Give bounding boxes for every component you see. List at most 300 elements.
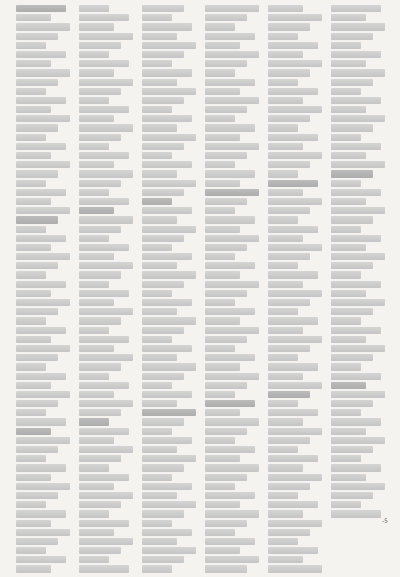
index-entry <box>16 51 66 58</box>
index-entry <box>79 409 121 416</box>
index-entry <box>16 180 46 187</box>
index-entry <box>16 363 46 370</box>
index-entry <box>142 60 172 67</box>
index-entry <box>79 189 109 196</box>
index-entry <box>205 198 247 205</box>
index-entry <box>142 23 192 30</box>
index-entry <box>142 520 172 527</box>
index-entry <box>268 510 303 517</box>
index-entry <box>16 198 51 205</box>
index-entry <box>268 538 298 545</box>
index-entry <box>16 428 51 435</box>
index-entry <box>205 51 259 58</box>
index-entry <box>268 106 322 113</box>
index-entry <box>331 483 385 490</box>
index-column-6 <box>331 4 388 574</box>
index-entry <box>79 226 121 233</box>
index-entry <box>331 97 381 104</box>
index-entry <box>205 520 247 527</box>
index-entry <box>205 134 240 141</box>
index-entry <box>268 244 322 251</box>
index-entry <box>331 382 366 389</box>
index-entry <box>268 152 322 159</box>
index-entry <box>331 290 366 297</box>
index-entry <box>205 455 240 462</box>
index-entry <box>142 51 184 58</box>
index-entry <box>205 79 255 86</box>
index-entry <box>268 327 303 334</box>
index-entry <box>205 262 255 269</box>
index-entry <box>79 143 109 150</box>
index-entry <box>205 354 255 361</box>
index-entry <box>16 373 66 380</box>
index-entry <box>268 42 318 49</box>
index-entry <box>16 327 66 334</box>
index-entry <box>268 428 322 435</box>
index-entry <box>331 23 385 30</box>
index-entry <box>16 354 58 361</box>
index-entry <box>331 189 381 196</box>
index-entry <box>331 198 366 205</box>
index-entry <box>205 115 235 122</box>
index-entry <box>331 446 373 453</box>
index-entry <box>268 253 310 260</box>
index-entry <box>16 281 66 288</box>
index-entry <box>331 428 366 435</box>
index-entry <box>79 382 129 389</box>
index-entry <box>79 418 109 425</box>
index-entry <box>205 161 235 168</box>
index-entry <box>142 529 192 536</box>
index-entry <box>79 455 121 462</box>
index-column-4 <box>205 4 262 574</box>
index-entry <box>79 60 129 67</box>
index-entry <box>268 547 318 554</box>
index-entry <box>16 262 58 269</box>
index-entry <box>16 97 66 104</box>
index-entry <box>268 418 303 425</box>
index-entry <box>331 51 381 58</box>
index-entry <box>268 363 318 370</box>
index-entry <box>331 492 373 499</box>
index-entry <box>79 253 114 260</box>
index-entry <box>205 437 235 444</box>
index-entry <box>142 14 172 21</box>
index-entry <box>142 88 196 95</box>
index-entry <box>205 226 240 233</box>
index-entry <box>331 281 381 288</box>
index-entry <box>142 152 172 159</box>
index-entry <box>205 483 235 490</box>
index-entry <box>331 5 381 12</box>
index-entry <box>16 143 66 150</box>
index-entry <box>205 308 255 315</box>
index-entry <box>142 565 172 572</box>
index-entry <box>79 235 109 242</box>
index-entry <box>331 69 385 76</box>
index-entry <box>331 134 361 141</box>
index-entry <box>79 180 121 187</box>
index-entry <box>16 60 51 67</box>
index-entry <box>268 308 298 315</box>
index-entry <box>16 474 51 481</box>
index-entry <box>205 69 235 76</box>
index-entry <box>205 244 247 251</box>
index-entry <box>79 271 121 278</box>
index-entry <box>79 556 109 563</box>
index-entry <box>268 345 310 352</box>
index-entry <box>205 253 235 260</box>
index-entry <box>268 115 310 122</box>
index-entry <box>79 115 114 122</box>
index-entry <box>142 317 196 324</box>
index-entry <box>331 308 373 315</box>
index-entry <box>16 79 58 86</box>
index-entry <box>205 547 240 554</box>
index-entry <box>79 79 133 86</box>
index-entry <box>331 345 385 352</box>
index-entry <box>79 363 121 370</box>
index-entry <box>268 336 322 343</box>
index-entry <box>268 79 298 86</box>
index-entry <box>205 446 255 453</box>
index-entry <box>16 253 70 260</box>
index-entry <box>205 124 255 131</box>
index-entry <box>16 409 46 416</box>
index-entry <box>205 170 255 177</box>
index-entry <box>142 198 172 205</box>
index-entry <box>205 143 259 150</box>
index-entry <box>79 529 114 536</box>
index-entry <box>331 88 361 95</box>
index-entry <box>205 290 247 297</box>
index-entry <box>268 474 322 481</box>
index-entry <box>268 354 298 361</box>
index-entry <box>331 363 361 370</box>
index-entry <box>16 42 46 49</box>
index-entry <box>79 42 121 49</box>
index-entry <box>79 308 133 315</box>
index-entry <box>142 547 196 554</box>
index-entry <box>331 180 361 187</box>
index-entry <box>331 262 373 269</box>
index-entry <box>142 189 184 196</box>
index-entry <box>16 317 46 324</box>
index-entry <box>142 363 196 370</box>
index-entry <box>16 115 70 122</box>
index-entry <box>331 336 366 343</box>
index-column-1 <box>16 4 73 574</box>
index-entry <box>142 483 192 490</box>
index-entry <box>268 281 303 288</box>
index-entry <box>79 391 114 398</box>
index-entry <box>16 391 70 398</box>
index-entry <box>205 33 255 40</box>
index-columns <box>16 4 388 567</box>
index-entry <box>142 69 192 76</box>
index-entry <box>205 235 259 242</box>
index-entry <box>142 271 196 278</box>
index-entry <box>79 538 133 545</box>
index-entry <box>205 400 255 407</box>
index-entry <box>142 501 196 508</box>
index-entry <box>268 180 318 187</box>
index-entry <box>142 474 172 481</box>
index-entry <box>79 446 133 453</box>
index-entry <box>268 5 303 12</box>
index-entry <box>79 69 114 76</box>
index-entry <box>142 97 184 104</box>
index-entry <box>142 373 184 380</box>
index-entry <box>142 437 192 444</box>
index-entry <box>268 483 310 490</box>
index-entry <box>142 336 172 343</box>
index-entry <box>205 418 259 425</box>
index-entry <box>142 79 177 86</box>
index-entry <box>79 400 133 407</box>
index-entry <box>268 299 310 306</box>
index-entry <box>268 501 318 508</box>
index-entry <box>205 207 235 214</box>
index-entry <box>205 474 247 481</box>
index-entry <box>268 271 318 278</box>
index-entry <box>268 60 322 67</box>
index-entry <box>205 317 240 324</box>
index-entry <box>16 464 66 471</box>
index-entry <box>79 207 114 214</box>
index-entry <box>331 143 381 150</box>
index-entry <box>142 354 177 361</box>
index-entry <box>331 409 361 416</box>
index-entry <box>16 501 46 508</box>
index-entry <box>16 207 70 214</box>
index-entry <box>16 33 58 40</box>
index-entry <box>268 556 303 563</box>
index-column-2 <box>79 4 136 574</box>
index-entry <box>268 373 303 380</box>
index-entry <box>205 510 259 517</box>
index-entry <box>268 400 298 407</box>
index-column-5 <box>268 4 325 574</box>
index-entry <box>16 446 58 453</box>
index-entry <box>16 529 70 536</box>
index-entry <box>79 161 114 168</box>
index-entry <box>16 299 70 306</box>
index-entry <box>268 437 310 444</box>
index-entry <box>331 152 366 159</box>
index-entry <box>268 143 303 150</box>
index-entry <box>142 299 192 306</box>
index-entry <box>331 14 366 21</box>
index-entry <box>268 161 310 168</box>
index-entry <box>268 189 303 196</box>
index-entry <box>205 538 255 545</box>
index-entry <box>16 492 58 499</box>
index-entry <box>205 327 259 334</box>
index-entry <box>79 124 133 131</box>
index-entry <box>205 189 259 196</box>
index-entry <box>205 336 247 343</box>
index-entry <box>205 492 255 499</box>
index-entry <box>205 409 240 416</box>
index-entry <box>205 14 247 21</box>
index-entry <box>142 207 192 214</box>
index-entry <box>205 428 247 435</box>
index-entry <box>142 345 192 352</box>
index-entry <box>205 382 247 389</box>
index-entry <box>331 170 373 177</box>
index-entry <box>268 446 298 453</box>
index-entry <box>16 345 70 352</box>
index-entry <box>268 14 322 21</box>
index-entry <box>331 60 366 67</box>
index-entry <box>331 271 361 278</box>
index-entry <box>205 42 240 49</box>
index-entry <box>268 51 303 58</box>
index-entry <box>205 373 259 380</box>
index-entry <box>16 106 51 113</box>
index-entry <box>79 290 129 297</box>
index-entry <box>268 455 318 462</box>
index-entry <box>79 170 133 177</box>
index-entry <box>205 391 235 398</box>
index-entry <box>79 510 109 517</box>
index-entry <box>79 327 109 334</box>
index-entry <box>205 271 240 278</box>
index-entry <box>79 281 109 288</box>
index-entry <box>331 253 385 260</box>
index-entry <box>331 226 361 233</box>
index-entry <box>331 33 373 40</box>
index-entry <box>268 226 318 233</box>
index-entry <box>205 152 247 159</box>
index-entry <box>79 464 109 471</box>
index-entry <box>331 437 385 444</box>
index-entry <box>142 216 177 223</box>
index-entry <box>79 33 133 40</box>
index-entry <box>142 455 196 462</box>
index-entry <box>331 42 361 49</box>
index-entry <box>79 565 129 572</box>
index-entry <box>268 216 298 223</box>
index-entry <box>205 299 235 306</box>
index-entry <box>79 262 133 269</box>
index-entry <box>79 14 129 21</box>
index-entry <box>205 556 259 563</box>
index-entry <box>142 400 177 407</box>
index-entry <box>142 428 172 435</box>
index-entry <box>16 455 46 462</box>
index-entry <box>16 520 51 527</box>
index-entry <box>16 538 58 545</box>
index-entry <box>331 124 373 131</box>
index-entry <box>268 464 303 471</box>
index-entry <box>79 437 114 444</box>
index-entry <box>79 152 129 159</box>
index-entry <box>16 547 46 554</box>
index-entry <box>331 299 385 306</box>
index-entry <box>142 308 177 315</box>
index-entry <box>268 207 310 214</box>
index-entry <box>205 529 235 536</box>
index-entry <box>331 161 385 168</box>
page-number: -5 <box>382 518 388 525</box>
index-entry <box>79 483 114 490</box>
index-entry <box>79 474 129 481</box>
index-entry <box>268 235 303 242</box>
index-entry <box>331 510 381 517</box>
index-entry <box>142 170 177 177</box>
index-entry <box>268 198 322 205</box>
index-entry <box>16 134 46 141</box>
index-entry <box>142 180 196 187</box>
index-entry <box>331 354 373 361</box>
index-entry <box>16 216 58 223</box>
index-entry <box>16 418 66 425</box>
index-entry <box>205 23 235 30</box>
index-entry <box>205 565 247 572</box>
index-entry <box>331 79 373 86</box>
index-entry <box>268 97 303 104</box>
index-entry <box>268 565 322 572</box>
index-entry <box>79 134 121 141</box>
index-entry <box>79 5 109 12</box>
index-entry <box>142 226 196 233</box>
index-entry <box>268 69 310 76</box>
index-entry <box>142 244 172 251</box>
index-entry <box>142 5 184 12</box>
index-entry <box>142 262 177 269</box>
index-entry <box>205 60 247 67</box>
index-entry <box>142 33 177 40</box>
index-entry <box>205 88 240 95</box>
index-entry <box>331 115 385 122</box>
index-entry <box>16 69 70 76</box>
index-entry <box>79 428 129 435</box>
index-entry <box>16 23 70 30</box>
index-entry <box>142 290 172 297</box>
index-entry <box>16 5 66 12</box>
index-entry <box>331 216 373 223</box>
index-entry <box>16 400 58 407</box>
index-entry <box>16 565 51 572</box>
index-entry <box>142 42 196 49</box>
index-entry <box>268 382 322 389</box>
index-entry <box>268 23 310 30</box>
index-entry <box>142 492 177 499</box>
index-entry <box>79 345 114 352</box>
index-column-3 <box>142 4 199 574</box>
index-entry <box>205 216 255 223</box>
index-entry <box>331 474 366 481</box>
index-entry <box>268 492 298 499</box>
index-entry <box>268 88 318 95</box>
index-entry <box>205 5 259 12</box>
index-entry <box>142 538 177 545</box>
index-entry <box>142 281 184 288</box>
index-entry <box>16 226 46 233</box>
index-entry <box>79 198 129 205</box>
index-entry <box>16 271 46 278</box>
index-entry <box>331 418 381 425</box>
index-entry <box>142 124 177 131</box>
index-entry <box>79 520 129 527</box>
index-entry <box>268 124 298 131</box>
index-entry <box>16 382 51 389</box>
index-entry <box>331 455 361 462</box>
index-entry <box>79 299 114 306</box>
index-entry <box>142 115 192 122</box>
